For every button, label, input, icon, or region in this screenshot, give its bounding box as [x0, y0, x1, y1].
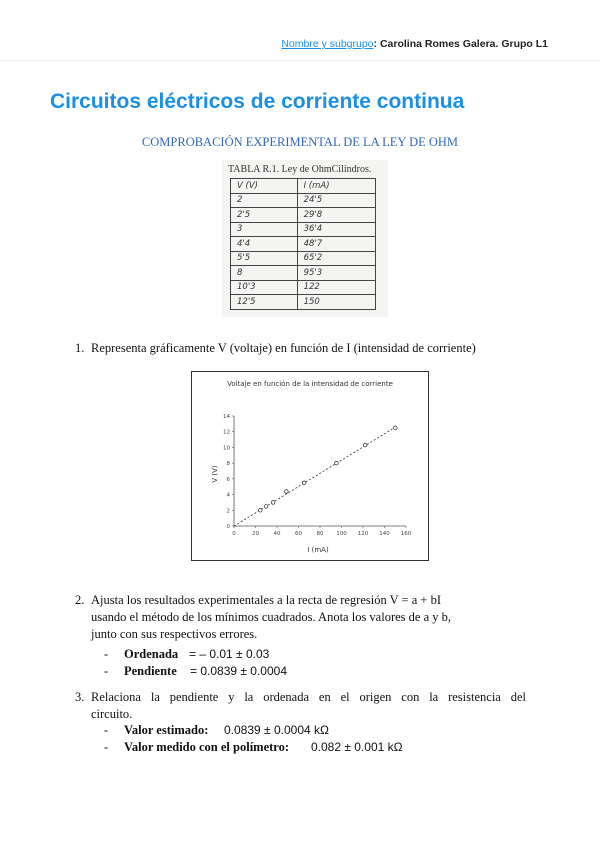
author-value: Carolina Romes Galera. Grupo L1: [377, 38, 548, 50]
data-point: [264, 505, 268, 509]
x-tick-label: 100: [336, 531, 347, 537]
data-point: [271, 501, 275, 505]
cell-v: 4'4: [231, 237, 298, 252]
vi-chart: [192, 372, 428, 560]
cell-i: 36'4: [297, 222, 375, 237]
question-number: 1.: [75, 341, 85, 355]
table-header-row: [231, 179, 376, 194]
x-tick-label: 160: [400, 531, 412, 537]
result-value: = – 0.01 ± 0.03: [189, 647, 270, 661]
cell-v: 2: [231, 193, 298, 208]
data-table-image: [222, 160, 388, 317]
chart-frame: [191, 371, 429, 561]
author-label[interactable]: Nombre y subgrupo: [281, 38, 374, 50]
x-tick-label: 140: [379, 531, 390, 537]
section-subtitle: COMPROBACIÓN EXPERIMENTAL DE LA LEY DE OHM: [141, 135, 459, 149]
y-tick-label: 10: [223, 445, 230, 452]
table-row: [231, 208, 376, 223]
result-label: Valor medido con el polímetro:: [124, 740, 290, 754]
y-tick-label: 6: [226, 476, 230, 483]
y-tick-label: 4: [226, 492, 230, 499]
question-number: 3.: [75, 690, 85, 704]
y-tick-label: 14: [223, 414, 230, 420]
cell-i: 95'3: [297, 266, 375, 281]
result-label: Ordenada: [124, 647, 179, 661]
chart-title: Voltaje en función de la intensidad de corriente: [227, 380, 393, 388]
col-header-v: V (V): [231, 179, 298, 194]
y-tick-label: 8: [226, 461, 230, 468]
x-axis-label: I (mA): [307, 546, 329, 554]
col-header-i: I (mA): [297, 179, 375, 194]
x-tick-label: 0: [232, 531, 236, 537]
x-tick-label: 40: [273, 531, 281, 537]
author-sep: :: [373, 38, 378, 50]
cell-i: 24'5: [297, 193, 375, 208]
table-row: [231, 222, 376, 237]
cell-i: 122: [297, 280, 375, 295]
table-row: [231, 237, 376, 252]
data-point: [363, 443, 367, 447]
data-point: [285, 490, 289, 494]
question-text: Representa gráficamente V (voltaje) en función de I (intensidad de corriente): [91, 341, 476, 355]
question-line: usando el método de los mínimos cuadrados. Anota los valores de a y b,: [91, 610, 452, 624]
table-row: [231, 193, 376, 208]
data-point: [393, 426, 397, 430]
page-title: Circuitos eléctricos de corriente continua: [50, 90, 465, 113]
fit-line: [234, 427, 395, 526]
cell-i: 29'8: [297, 208, 375, 223]
y-tick-label: 0: [226, 524, 230, 530]
data-point: [302, 481, 306, 485]
table-row: [231, 251, 376, 266]
x-tick-label: 80: [316, 531, 324, 537]
x-tick-label: 60: [295, 531, 302, 537]
result-value: = 0.0839 ± 0.0004: [190, 664, 288, 678]
cell-i: 48'7: [297, 237, 375, 252]
question-line: junto con sus respectivos errores.: [91, 627, 258, 641]
table-row: [231, 266, 376, 281]
y-axis-label: V (V): [211, 465, 219, 483]
data-point: [259, 508, 263, 512]
x-tick-label: 120: [357, 531, 369, 537]
question-number: 2.: [75, 593, 85, 607]
question-line: circuito.: [91, 707, 133, 721]
cell-v: 2'5: [231, 208, 298, 223]
cell-v: 10'3: [231, 280, 298, 295]
result-value: 0.0839 ± 0.0004 kΩ: [224, 723, 329, 737]
table-row: [231, 280, 376, 295]
data-point: [335, 461, 339, 465]
author-header: [281, 38, 548, 50]
cell-v: 12'5: [231, 295, 298, 310]
result-label: Pendiente: [124, 664, 177, 678]
result-value: 0.082 ± 0.001 kΩ: [311, 740, 403, 754]
cell-i: 65'2: [297, 251, 375, 266]
x-tick-label: 20: [252, 531, 259, 537]
y-tick-label: 12: [223, 429, 230, 436]
header-divider: [0, 60, 600, 61]
cell-v: 8: [231, 266, 298, 281]
cell-v: 3: [231, 222, 298, 237]
cell-i: 150: [297, 295, 375, 310]
result-label: Valor estimado:: [124, 723, 209, 737]
question-line: Relaciona la pendiente y la ordenada en el origen con la resistencia del: [91, 690, 526, 704]
table-row: [231, 295, 376, 310]
y-tick-label: 2: [226, 508, 230, 515]
data-table: [230, 178, 376, 310]
table-caption: TABLA R.1. Ley de OhmCilindros.: [228, 164, 372, 175]
question-line: Ajusta los resultados experimentales a la recta de regresión V = a + bI: [91, 593, 441, 607]
cell-v: 5'5: [231, 251, 298, 266]
